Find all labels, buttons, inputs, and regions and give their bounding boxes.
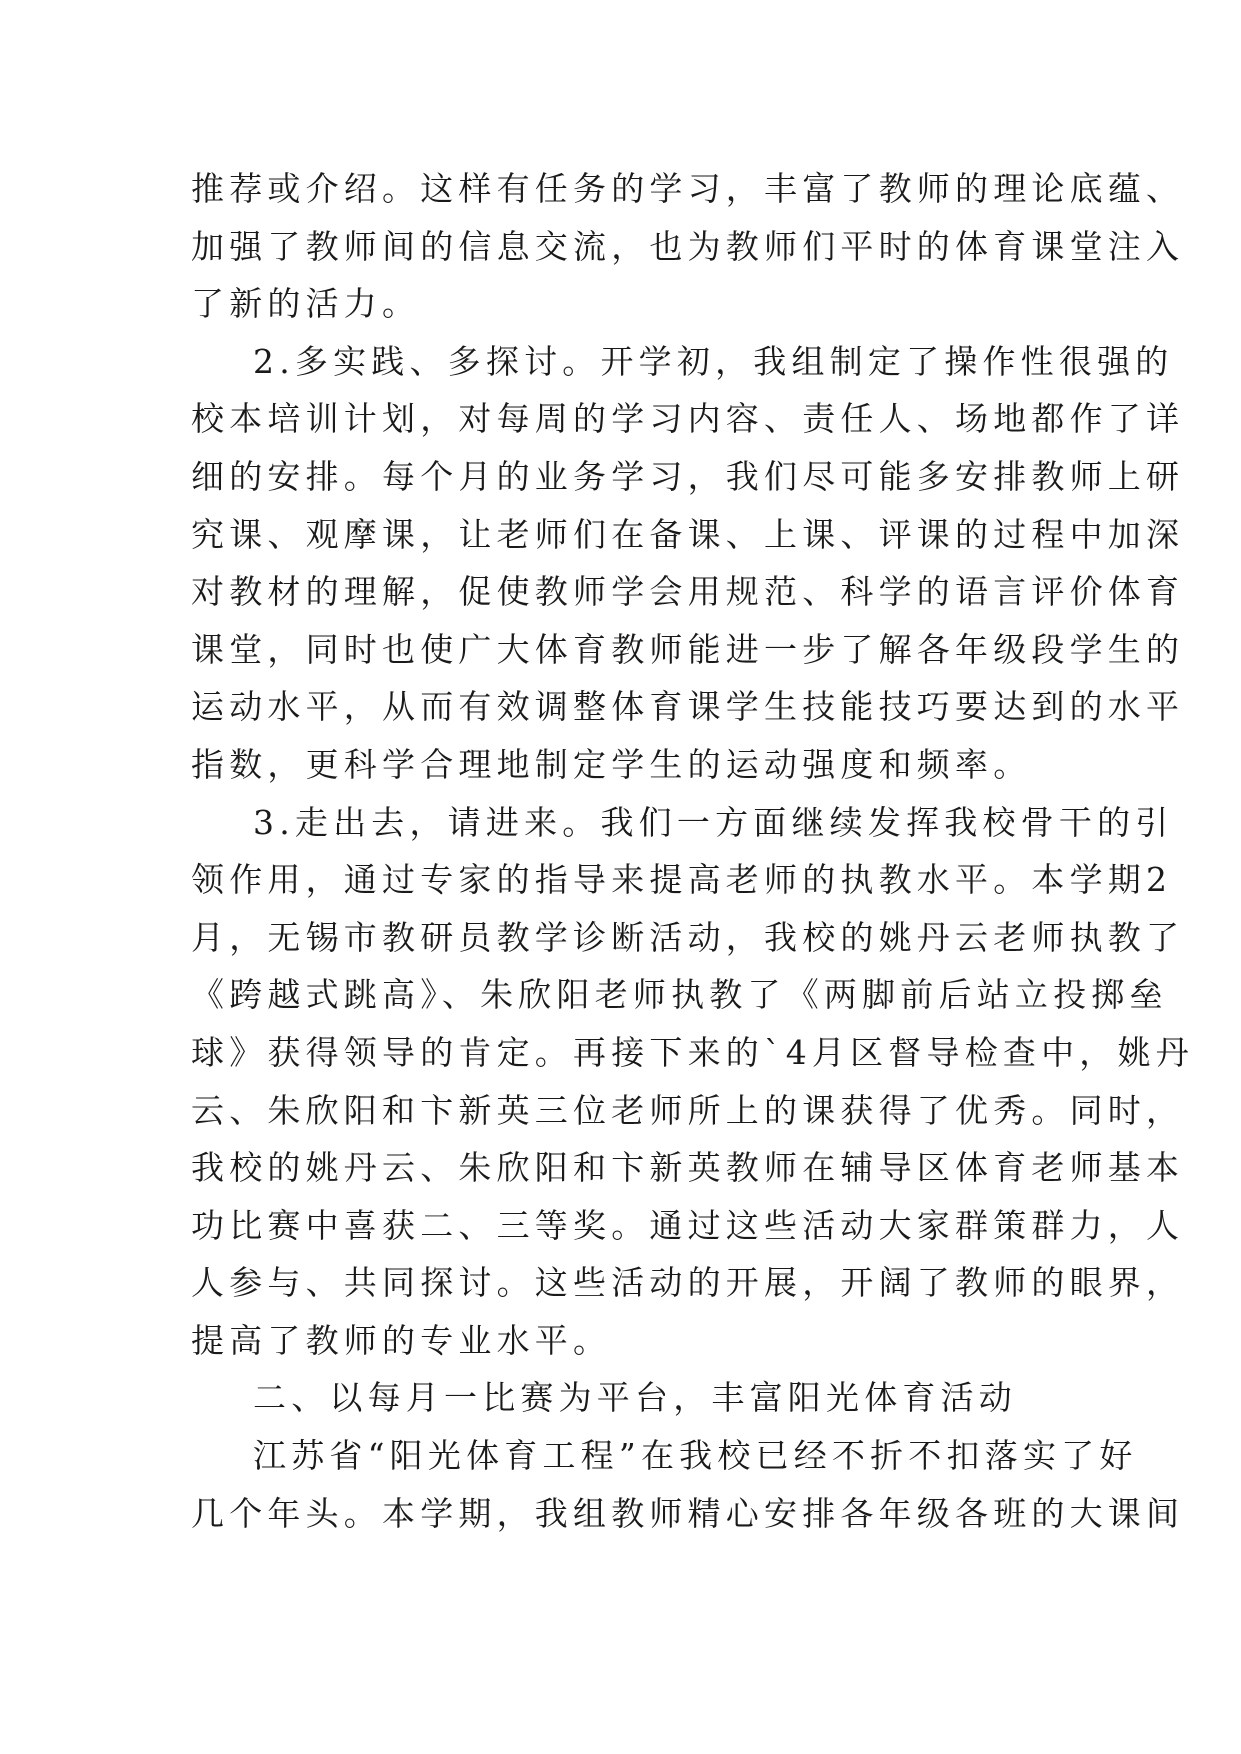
- text-line: 人参与、共同探讨。这些活动的开展，开阔了教师的眼界，: [191, 1263, 1185, 1303]
- text-line: 2.多实践、多探讨。开学初，我组制定了操作性很强的: [253, 341, 1174, 381]
- text-line: 运动水平，从而有效调整体育课学生技能技巧要达到的水平: [191, 687, 1185, 727]
- section-heading: 二、以每月一比赛为平台，丰富阳光体育活动: [253, 1378, 1017, 1418]
- text-line: 推荐或介绍。这样有任务的学习，丰富了教师的理论底蕴、: [191, 169, 1185, 208]
- text-line: 月，无锡市教研员教学诊断活动，我校的姚丹云老师执教了: [191, 917, 1185, 957]
- text-line: 《跨越式跳高》、朱欣阳老师执教了《两脚前后站立投掷垒: [191, 975, 1168, 1015]
- text-line: 加强了教师间的信息交流，也为教师们平时的体育课堂注入: [191, 226, 1185, 266]
- text-line: 提高了教师的专业水平。: [191, 1320, 612, 1360]
- document-body: [191, 160, 1194, 1542]
- text-line: 3.走出去，请进来。我们一方面继续发挥我校骨干的引: [253, 802, 1174, 842]
- text-line: 课堂，同时也使广大体育教师能进一步了解各年级段学生的: [191, 629, 1185, 669]
- text-line: 球》获得领导的肯定。再接下来的`4月区督导检查中，姚丹: [191, 1032, 1194, 1072]
- text-line: 细的安排。每个月的业务学习，我们尽可能多安排教师上研: [191, 456, 1185, 496]
- text-line: 指数，更科学合理地制定学生的运动强度和频率。: [191, 744, 1032, 784]
- text-line: 了新的活力。: [191, 284, 421, 324]
- text-line: 云、朱欣阳和卞新英三位老师所上的课获得了优秀。同时，: [191, 1090, 1185, 1130]
- text-line: 功比赛中喜获二、三等奖。通过这些活动大家群策群力，人: [191, 1205, 1185, 1245]
- text-line: 几个年头。本学期，我组教师精心安排各年级各班的大课间: [191, 1493, 1185, 1533]
- text-line: 校本培训计划，对每周的学习内容、责任人、场地都作了详: [191, 399, 1185, 439]
- text-line: 领作用，通过专家的指导来提高老师的执教水平。本学期2: [191, 860, 1173, 900]
- text-line: 江苏省“阳光体育工程”在我校已经不折不扣落实了好: [253, 1436, 1138, 1476]
- text-line: 对教材的理解，促使教师学会用规范、科学的语言评价体育: [191, 572, 1185, 612]
- text-line: 我校的姚丹云、朱欣阳和卞新英教师在辅导区体育老师基本: [191, 1148, 1185, 1188]
- text-line: 究课、观摩课，让老师们在备课、上课、评课的过程中加深: [191, 514, 1185, 554]
